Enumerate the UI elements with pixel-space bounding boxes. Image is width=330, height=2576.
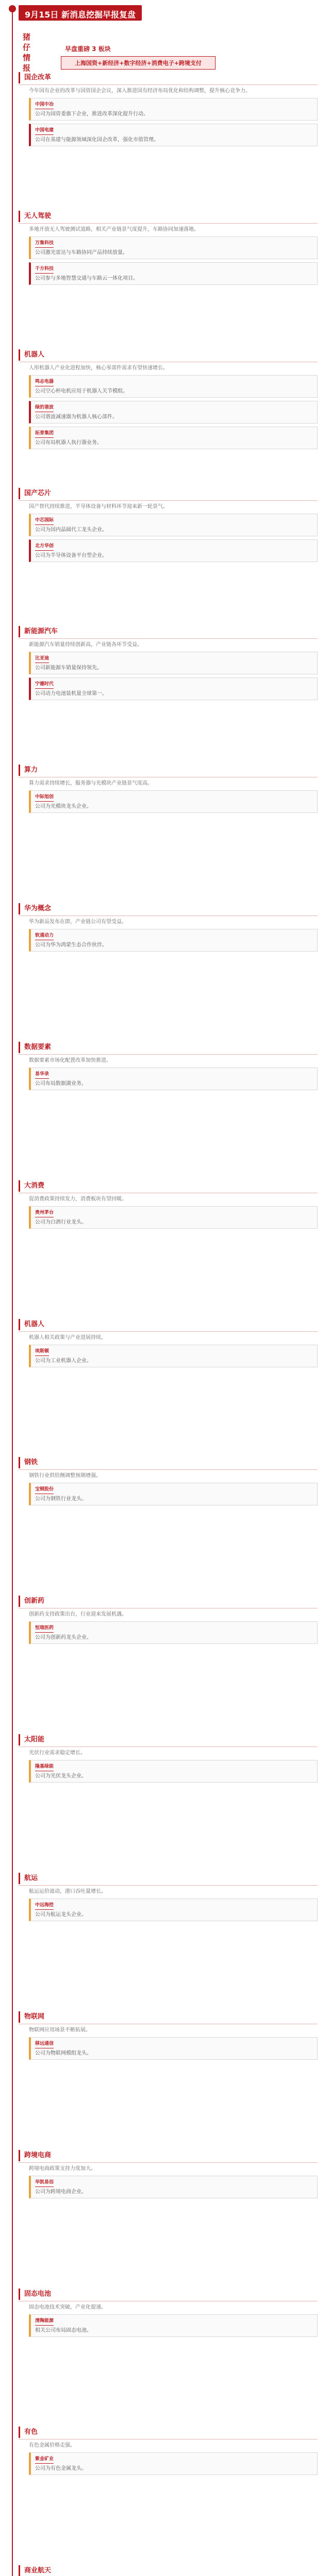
section-rule [19,223,318,224]
stock-card [29,1206,318,1229]
stock-tag: 恒瑞医药 [35,1624,54,1633]
stock-card-text: 公司布局机器人执行器业务。 [35,439,102,446]
section-title: 数据要素 [19,1042,318,1053]
stock-tag: 软通动力 [35,932,54,940]
stock-tag: 鸣志电器 [35,378,54,386]
stock-card [29,1067,318,1090]
section-rule [19,1885,318,1886]
top-summary-box: 上海国资+新经济+数字经济+消费电子+跨境支付 [61,56,216,70]
stock-tag: 中国中冶 [35,101,54,109]
stock-card-text: 公司为有色金属龙头。 [35,2466,87,2472]
stock-card [29,1345,318,1367]
section [19,211,318,285]
stock-card [29,2176,318,2198]
section-paragraph: 算力需求持续增长，服务器与光模块产业链景气度高。 [29,781,153,787]
stock-card [29,539,318,562]
stock-card-text: 公司为钢铁行业龙头。 [35,1496,87,1502]
section [19,2011,318,2060]
section [19,349,318,449]
stock-card [29,652,318,674]
stock-tag: 华凯易佰 [35,2179,54,2187]
section-rule [19,1331,318,1332]
top-summary [61,43,216,70]
section-title: 创新药 [19,1596,318,1607]
stock-card-text: 公司为跨境电商企业。 [35,2189,87,2195]
section-title: 航运 [19,1873,318,1884]
stock-card [29,427,318,449]
stock-card-text: 相关公司布局固态电池。 [35,2327,92,2333]
section-rule [19,1054,318,1055]
stock-card-text: 公司空心杯电机应用于机器人关节模组。 [35,388,128,394]
section-paragraph: 有色金属价格走强。 [29,2443,75,2449]
stock-tag: 紫金矿业 [35,2455,54,2464]
section-paragraph: 创新药支持政策出台，行业迎来发展机遇。 [29,1612,127,1618]
stock-card-text: 公司为光模块龙头企业。 [35,804,92,810]
stock-card [29,236,318,259]
section-paragraph: 新能源汽车销量持续创新高，产业链各环节受益。 [29,642,142,648]
page-title: 9月15日 新消息挖掘早报复盘 [19,5,142,21]
section-rule [19,500,318,501]
section-title: 新能源汽车 [19,626,318,637]
stock-card-text: 公司为国资委旗下企业，推进改革深化提升行动。 [35,111,148,117]
stock-tag: 比亚迪 [35,655,49,663]
stock-card [29,2314,318,2337]
section-paragraph: 促消费政策持续发力，消费板块有望回暖。 [29,1196,127,1202]
stock-card-text: 公司为物联网模组龙头。 [35,2050,92,2056]
section-rule [19,2162,318,2163]
section-title: 机器人 [19,1319,318,1330]
stock-card [29,262,318,285]
stock-card [29,929,318,952]
section-title: 物联网 [19,2011,318,2023]
section [19,765,318,813]
section-title: 商业航天 [19,2565,318,2576]
section [19,2565,318,2576]
stock-card-text: 公司参与多地智慧交通与车路云一体化项目。 [35,275,138,281]
section [19,488,318,562]
stock-card-text: 公司谐波减速器为机器人核心部件。 [35,414,118,420]
section-paragraph: 人形机器人产业化进程加快，核心零部件需求有望快速增长。 [29,365,168,371]
stock-card [29,124,318,146]
side-mark: 猪仔情报 [23,32,31,73]
stock-card [29,2037,318,2060]
stock-tag: 贵州茅台 [35,1209,54,1217]
stock-card-text: 公司在基建与能源领域深化国企改革，强化市值管理。 [35,137,159,143]
stock-card [29,401,318,423]
stock-card [29,790,318,813]
stock-card-text: 公司新能源车销量保持领先。 [35,665,102,671]
stock-card [29,1621,318,1644]
stock-tag: 埃斯顿 [35,1348,49,1356]
stock-card [29,677,318,700]
section-title: 钢铁 [19,1457,318,1468]
stock-tag: 千方科技 [35,265,54,274]
section [19,1596,318,1644]
stock-tag: 中远海控 [35,1902,54,1910]
section [19,1180,318,1229]
section [19,1734,318,1783]
section-paragraph: 跨境电商政策支持力度加大。 [29,2165,96,2172]
stock-tag: 拓普集团 [35,430,54,438]
section [19,2427,318,2475]
section [19,2150,318,2198]
section-paragraph: 钢铁行业供给侧调整预期增强。 [29,1473,101,1479]
stock-tag: 隆基绿能 [35,1763,54,1771]
stock-card [29,98,318,121]
stock-card-text: 公司为航运龙头企业。 [35,1912,87,1918]
stock-card [29,514,318,536]
stock-tag: 清陶能源 [35,2317,54,2326]
section-title: 国产芯片 [19,488,318,499]
stock-tag: 北方华创 [35,543,54,551]
section-paragraph: 航运运价波动，港口吞吐量增长。 [29,1889,106,1894]
section-title: 大消费 [19,1180,318,1192]
section [19,903,318,952]
section-title: 无人驾驶 [19,211,318,222]
section [19,1042,318,1090]
section [19,2289,318,2337]
section-paragraph: 今年国有企业的改革与国资国企会议，深入推进国有经济布局优化和结构调整，提升核心竞争力。 [29,88,251,94]
stock-tag: 万集科技 [35,240,54,248]
stock-tag: 移远通信 [35,2040,54,2048]
stock-card-text: 公司为半导体设备平台型企业。 [35,552,107,558]
section [19,626,318,700]
section-title: 固态电池 [19,2289,318,2300]
stock-card [29,2452,318,2475]
stock-tag: 中际旭创 [35,793,54,802]
section-title: 国企改革 [19,72,318,83]
stock-card-text: 公司为华为鸿蒙生态合作伙伴。 [35,942,107,948]
stock-tag: 中国电建 [35,127,54,135]
section-paragraph: 多地开放无人驾驶测试道路，相关产业链景气度提升，车路协同加速落地。 [29,226,199,232]
section-title: 算力 [19,765,318,776]
stock-card-text: 公司激光雷达与车路协同产品持续放量。 [35,249,128,256]
section-paragraph: 光伏行业需求稳定增长。 [29,1750,86,1756]
timeline-start-dot [9,5,16,12]
stock-tag: 宝钢股份 [35,1486,54,1494]
stock-card [29,1760,318,1783]
section [19,72,318,146]
section [19,1319,318,1367]
section-paragraph: 固态电池技术突破，产业化提速。 [29,2304,106,2310]
section-title: 有色 [19,2427,318,2438]
stock-tag: 宁德时代 [35,681,54,689]
stock-tag: 绿的谐波 [35,404,54,412]
stock-card-text: 公司为白酒行业龙头。 [35,1219,87,1225]
top-summary-label: 早盘重磅 3 板块 [65,45,111,53]
section-title: 跨境电商 [19,2150,318,2161]
section-rule [19,1469,318,1470]
section-paragraph: 物联网应用场景不断拓展。 [29,2027,91,2033]
stock-card [29,375,318,398]
stock-card-text: 公司布局数据湖业务。 [35,1080,87,1087]
section-paragraph: 华为新品发布在即，产业链公司有望受益。 [29,919,127,925]
stock-card-text: 公司动力电池装机量全球第一。 [35,691,107,697]
section-title: 机器人 [19,349,318,361]
section-title: 华为概念 [19,903,318,914]
section [19,1873,318,1921]
stock-card-text: 公司为光伏龙头企业。 [35,1773,87,1780]
section-paragraph: 机器人相关政策与产业进展持续。 [29,1334,106,1341]
section-paragraph: 数据要素市场化配置改革加快推进。 [29,1057,111,1063]
stock-card-text: 公司为国内晶圆代工龙头企业。 [35,527,107,533]
stock-card-text: 公司为工业机器人企业。 [35,1358,92,1364]
stock-card [29,1899,318,1921]
stock-card-text: 公司为创新药龙头企业。 [35,1635,92,1641]
stock-card [29,1483,318,1505]
stock-tag: 易华录 [35,1071,49,1079]
section-rule [19,84,318,85]
stock-tag: 中芯国际 [35,517,54,525]
section-paragraph: 国产替代持续推进，半导体设备与材料环节迎来新一轮景气。 [29,503,168,510]
section-title: 太阳能 [19,1734,318,1745]
section [19,1457,318,1505]
timeline-line [12,9,13,2576]
section-rule [19,638,318,639]
